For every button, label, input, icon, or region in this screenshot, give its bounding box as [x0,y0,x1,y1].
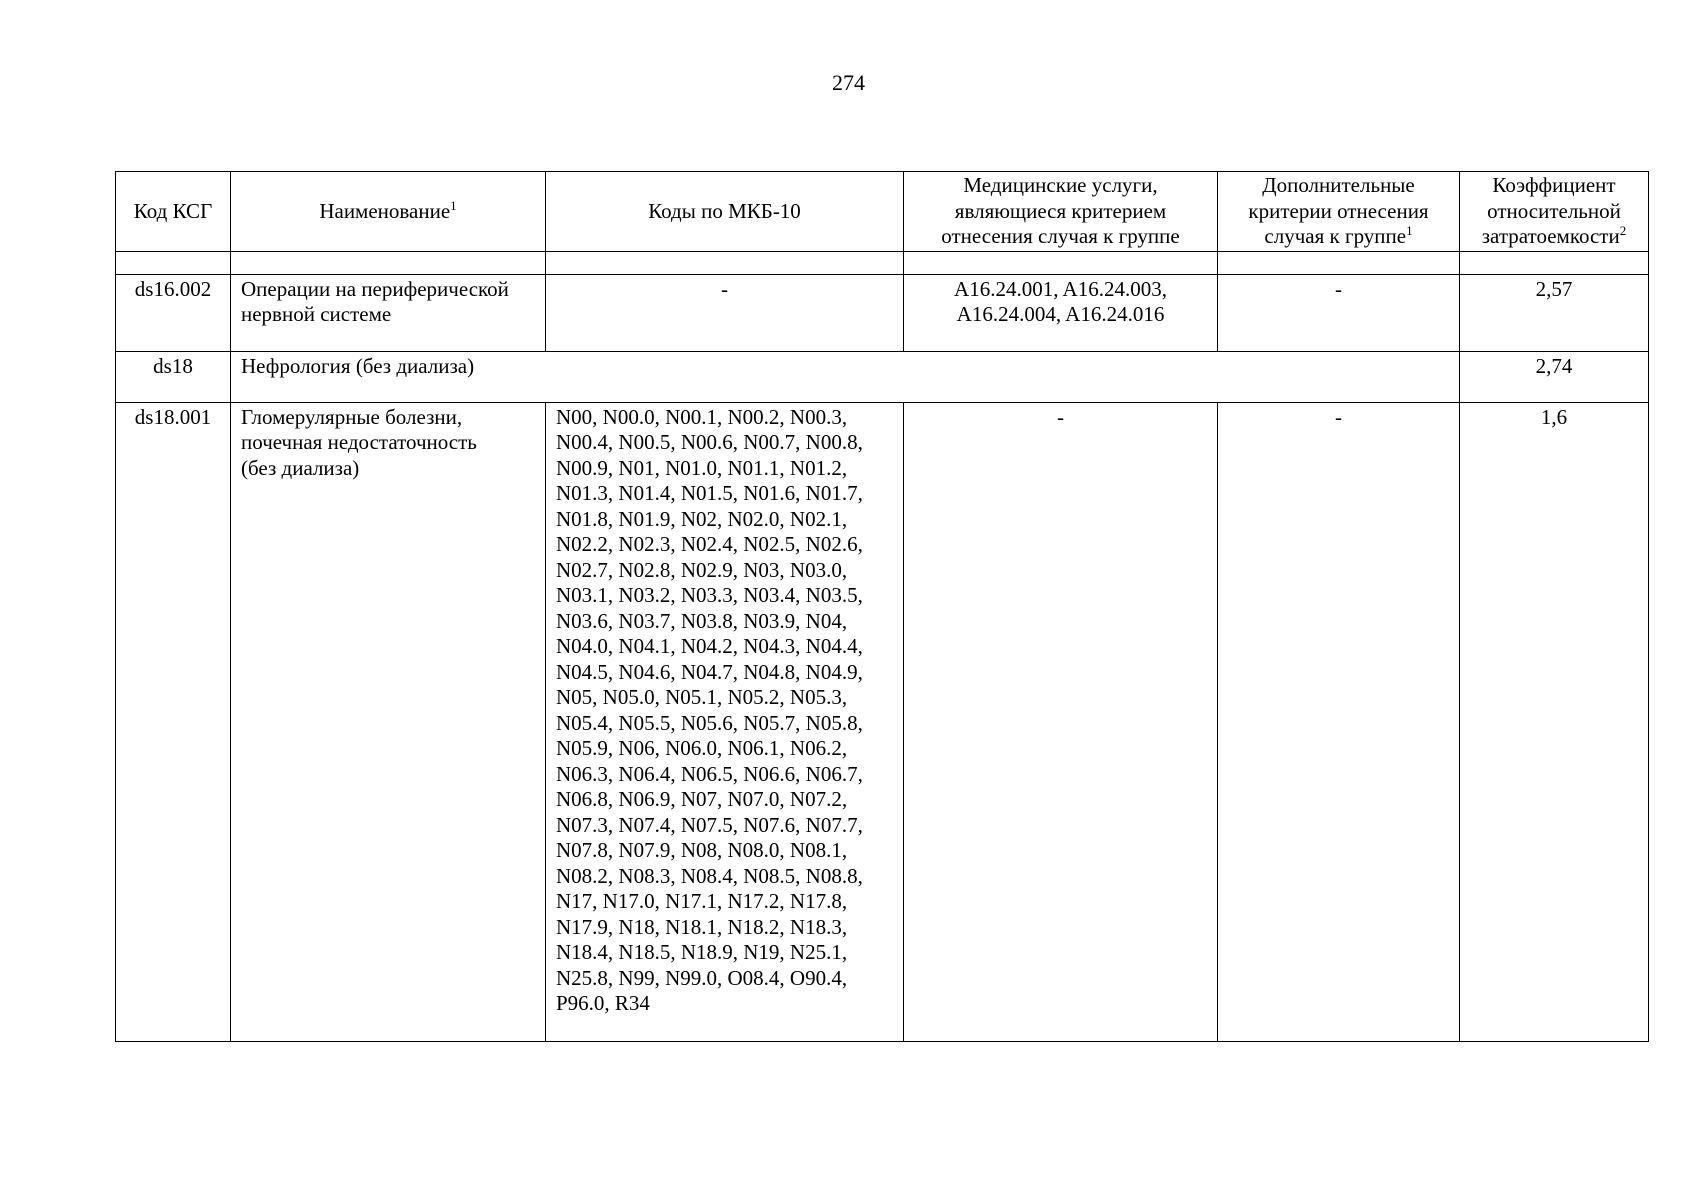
header-code: Код КСГ [116,172,231,252]
cell-additional: - [1218,402,1460,1041]
cell-name: Операции на периферической нервной системе [231,274,546,351]
header-name: Наименование$^1$ [231,172,546,252]
cell-coefficient: 2,57 [1460,274,1649,351]
ksg-table [115,171,1649,1042]
cell-additional: - [1218,274,1460,351]
cell-coefficient: 1,6 [1460,402,1649,1041]
footnote-ref: 1 [450,197,457,213]
cell-name: Нефрология (без диализа) [231,351,1460,402]
spacer-cell [1218,251,1460,274]
table-row [116,274,1649,351]
cell-services: A16.24.001, A16.24.003, A16.24.004, A16.24.016 [904,274,1218,351]
table-row [116,351,1649,402]
table-row [116,402,1649,1041]
footnote-ref: 1 [1406,223,1413,238]
header-additional: Дополнительные критерии отнесения случая к группе$^1$ [1218,172,1460,252]
cell-name: Гломерулярные болезни, почечная недостаточность (без диализа) [231,402,546,1041]
spacer-row [116,251,1649,274]
footnote-ref: 2 [1619,223,1627,238]
header-icd: Коды по МКБ-10 [546,172,904,252]
spacer-cell [904,251,1218,274]
spacer-cell [231,251,546,274]
cell-code: ds18 [116,351,231,402]
cell-code: ds16.002 [116,274,231,351]
cell-services: - [904,402,1218,1041]
spacer-cell [546,251,904,274]
cell-icd: N00, N00.0, N00.1, N00.2, N00.3, N00.4, N00.5, N00.6, N00.7, N00.8, N00.9, N01, N01.0, N01.1, N01.2, N01.3, N01.4, N01.5, N01.6, N01.7, N01.8, N01.9, N02, N02.0, N02.1, N02.2, N02.3, N02.4, N02.5, N02.6, N02.7, N02.8, N02.9, N03, N03.0, N03.1, N03.2, N03.3, N03.4, N03.5, N03.6, N03.7, N03.8, N03.9, N04, N04.0, N04.1, N04.2, N04.3, N04.4, N04.5, N04.6, N04.7, N04.8, N04.9, N05, N05.0, N05.1, N05.2, N05.3, N05.4, N05.5, N05.6, N05.7, N05.8, N05.9, N06, N06.0, N06.1, N06.2, N06.3, N06.4, N06.5, N06.6, N06.7, N06.8, N06.9, N07, N07.0, N07.2, N07.3, N07.4, N07.5, N07.6, N07.7, N07.8, N07.9, N08, N08.0, N08.1, N08.2, N08.3, N08.4, N08.5, N08.8, N17, N17.0, N17.1, N17.2, N17.8, N17.9, N18, N18.1, N18.2, N18.3, N18.4, N18.5, N18.9, N19, N25.1, N25.8, N99, N99.0, O08.4, O90.4, P96.0, R34 [546,402,904,1041]
page-number: 274 [832,70,865,95]
cell-icd: - [546,274,904,351]
cell-coefficient: 2,74 [1460,351,1649,402]
header-services: Медицинские услуги, являющиеся критерием отнесения случая к группе [904,172,1218,252]
header-coefficient: Коэффициент относительной затратоемкости$^2$ [1460,172,1649,252]
table-header-row [116,172,1649,252]
cell-code: ds18.001 [116,402,231,1041]
spacer-cell [1460,251,1649,274]
spacer-cell [116,251,231,274]
